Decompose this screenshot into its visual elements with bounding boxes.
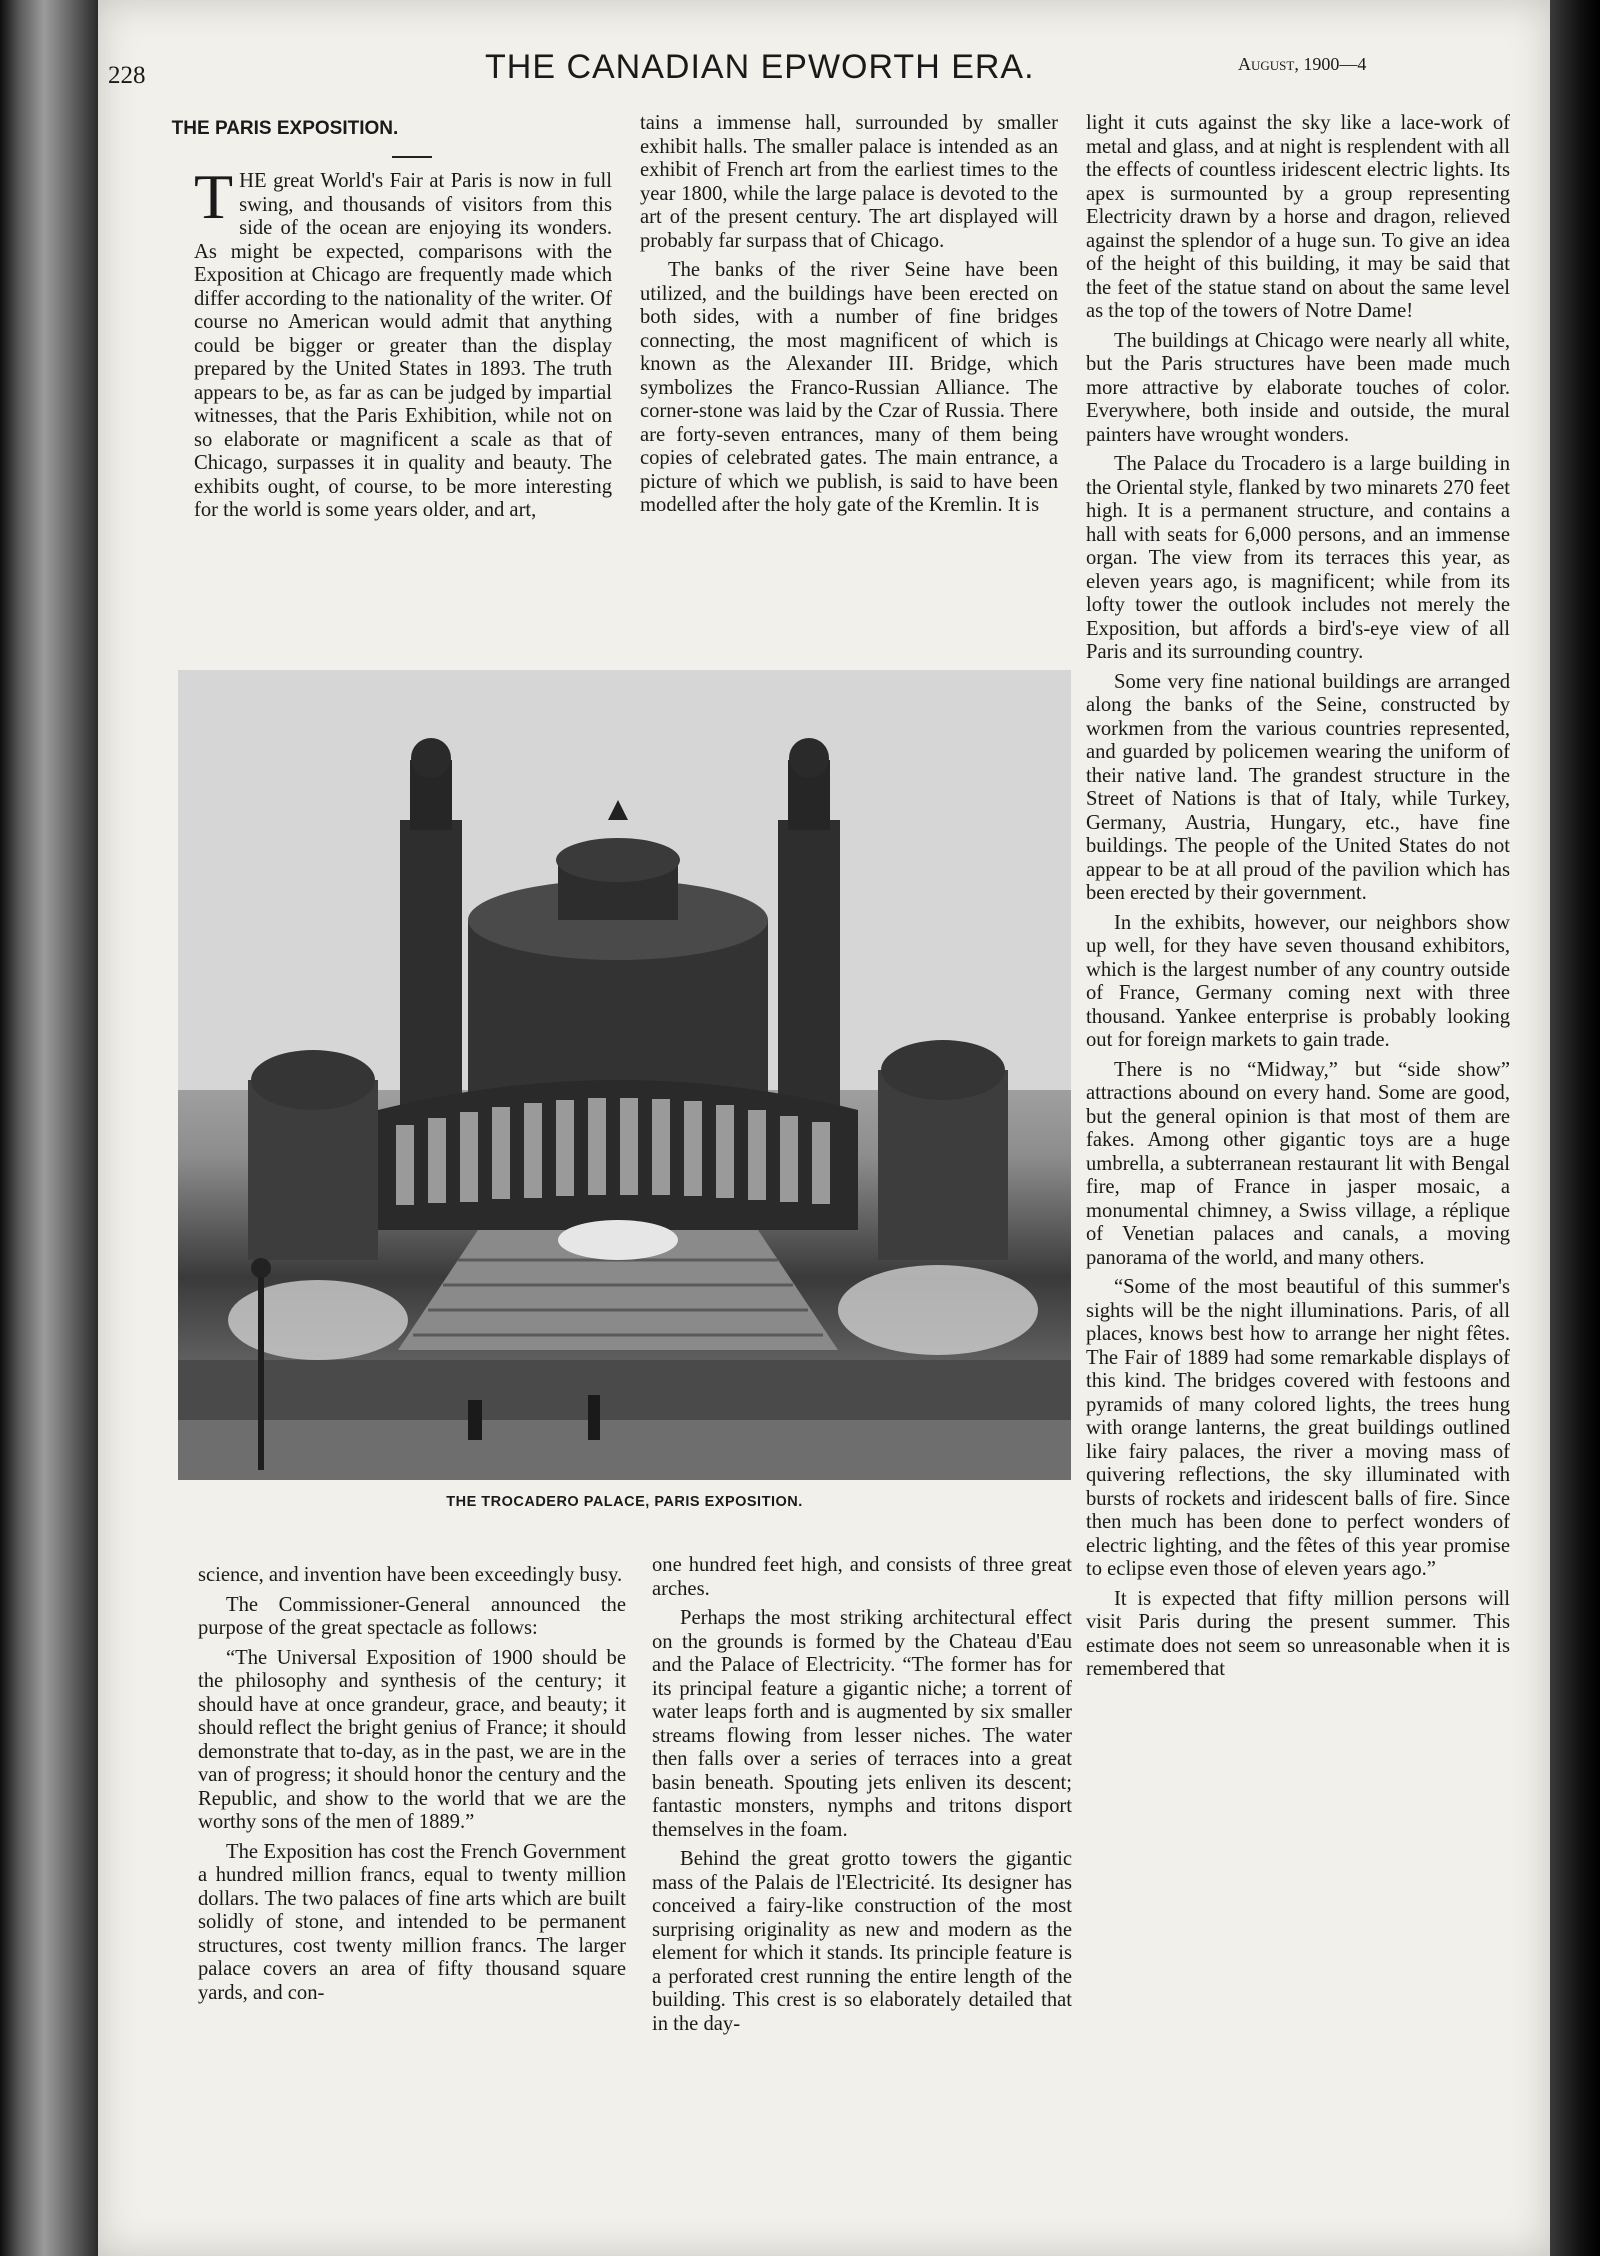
paragraph: The Commissioner-General announced the purpose of the great spectacle as follows: (198, 1593, 626, 1639)
paragraph: The Palace du Trocadero is a large building in the Oriental style, flanked by two minarets 270 feet high. It is a permanent structure, and contains a hall with seats for 6,000 persons, and an immense organ. The view from its terraces this year, as eleven years ago, is magnificent; while from its lofty tower the outlook includes not merely the Exposition, but affords a bird's-eye view of all Paris and its surrounding country. (1086, 453, 1510, 663)
paragraph: light it cuts against the sky like a lace-work of metal and glass, and at night is resplendent with all the effects of countless iridescent electric lights. Its apex is surmounted by a group representing Electricity drawn by a horse and dragon, relieved against the splendor of a huge sun. To give an idea of the height of this building, it may be said that the feet of the statue stand on about the same level as the top of the towers of Notre Dame! (1086, 112, 1510, 322)
paragraph: It is expected that fifty million persons will visit Paris during the present summer. This estimate does not seem so unreasonable when it is remembered that (1086, 1587, 1510, 1680)
article-title: THE PARIS EXPOSITION. (171, 118, 399, 139)
photo-illustration (178, 670, 1071, 1480)
paragraph: one hundred feet high, and consists of three great arches. (652, 1554, 1072, 1600)
paragraph: There is no “Midway,” but “side show” attractions abound on every hand. Some are good, but the general opinion is that most of them are fakes. Among other gigantic toys are a huge umbrella, a subterranean restaurant lit with Bengal fire, map of France in jasper mosaic, a monumental chimney, a Swiss village, a réplique of Venetian palaces and canals, a moving panorama of the world, and many others. (1086, 1058, 1510, 1269)
drop-cap: T (194, 161, 234, 232)
page-edge (1550, 0, 1600, 2256)
lead-text: HE great World's Fair at Paris is now in full swing, and thousands of visitors from this side of the ocean are enjoying its wonders. As might be expected, comparisons with the Exposition at Chicago are frequently made which differ according to the nationality of the writer. Of course no American would admit that anything could be bigger or greater than the display prepared by the United States in 1893. The truth appears to be, as far as can be judged by impartial witnesses, that the Paris Exhibition, while not on so elaborate or magnificent a scale as that of Chicago, surpasses it in quality and beauty. The exhibits ought, of course, to be more interesting for the world is some years older, and art, (194, 170, 612, 521)
trocadero-palace-photo (178, 670, 1071, 1480)
column-1-bottom (198, 1564, 626, 2011)
article-lead-paragraph (194, 161, 612, 523)
paragraph: Behind the great grotto towers the gigantic mass of the Palais de l'Electricité. Its designer has conceived a fairy-like construction of the most surprising originality as new and modern as the element for which it stands. Its principle feature is a perforated crest running the entire length of the building. This crest is so elaborately detailed that in the day- (652, 1848, 1072, 2035)
paragraph: science, and invention have been exceedingly busy. (198, 1564, 623, 1586)
paragraph: Some very fine national buildings are arranged along the banks of the Seine, constructed by workmen from the various countries represented, and guarded by policemen wearing the uniform of their native land. The grandest structure in the Street of Nations is that of Italy, while Turkey, Germany, Austria, Hungary, etc., have fine buildings. The people of the United States do not appear to be at all proud of the pavilion which has been erected by their government. (1086, 670, 1510, 904)
issue-date: August, 1900—4 (1238, 54, 1367, 74)
paragraph: The banks of the river Seine have been utilized, and the buildings have been erected on both sides, with a number of fine bridges connecting, the most magnificent of which is known as the Alexander III. Bridge, which symbolizes the Franco-Russian Alliance. The corner-stone was laid by the Czar of Russia. There are forty-seven entrances, many of them being copies of celebrated gates. The main entrance, a picture of which we publish, is said to have been modelled after the holy gate of the Kremlin. It is (640, 259, 1058, 516)
magazine-title: THE CANADIAN EPWORTH ERA. (485, 48, 1035, 86)
paragraph: In the exhibits, however, our neighbors show up well, for they have seven thousand exhibitors, which is the largest number of any country outside of France, Germany coming next with three thousand. Yankee enterprise is probably looking out for foreign markets to gain trade. (1086, 911, 1510, 1051)
photo-caption: THE TROCADERO PALACE, PARIS EXPOSITION. (446, 1494, 803, 1510)
paragraph: Perhaps the most striking architectural effect on the grounds is formed by the Chateau d'Eau and the Palace of Electricity. “The former has for its principal feature a gigantic niche; a torrent of water leaps forth and is augmented by six smaller streams flowing from lesser niches. The water then falls over a series of terraces into a great basin beneath. Spouting jets enliven its descent; fantastic monsters, nymphs and tritons disport themselves in the foam. (652, 1607, 1072, 1841)
column-3 (1086, 112, 1510, 1688)
column-2-bottom (652, 1554, 1072, 2042)
paragraph: “Some of the most beautiful of this summer's sights will be the night illuminations. Paris, of all places, knows best how to arrange her night fêtes. The Fair of 1889 had some remarkable displays of this kind. The bridges covered with festoons and pyramids of many colored lights, the trees hung with orange lanterns, the great buildings outlined like fairy palaces, the river a moving mass of quivering reflections, the sky illuminated with bursts of rockets and iridescent balls of fire. Since then much has been done to perfect wonders of electric lighting, and the fêtes of this year promise to eclipse even those of eleven years ago.” (1086, 1276, 1510, 1580)
paragraph: “The Universal Exposition of 1900 should be the philosophy and synthesis of the century; it should have at once grandeur, grace, and beauty; it should reflect the bright genius of France; it should demonstrate that to-day, as in the past, we are in the van of progress; it should honor the century and the Republic, and show to the world that we are the worthy sons of the men of 1889.” (198, 1646, 626, 1833)
title-rule (392, 156, 432, 158)
paragraph: tains a immense hall, surrounded by smaller exhibit halls. The smaller palace is intended as an exhibit of French art from the earliest times to the year 1800, while the large palace is devoted to the art of the present century. The art displayed will probably far surpass that of Chicago. (640, 112, 1058, 252)
paragraph: The buildings at Chicago were nearly all white, but the Paris structures have been made much more attractive by elaborate touches of color. Everywhere, both inside and outside, the mural painters have wrought wonders. (1086, 329, 1510, 446)
column-1-top (194, 161, 612, 529)
book-binding (0, 0, 98, 2256)
column-2-top (640, 112, 1058, 524)
page-number: 228 (108, 62, 146, 89)
paragraph: The Exposition has cost the French Government a hundred million francs, equal to twenty million dollars. The two palaces of fine arts which are built solidly of stone, and intended to be permanent structures, cost twenty million francs. The larger palace covers an area of fifty thousand square yards, and con- (198, 1840, 626, 2004)
